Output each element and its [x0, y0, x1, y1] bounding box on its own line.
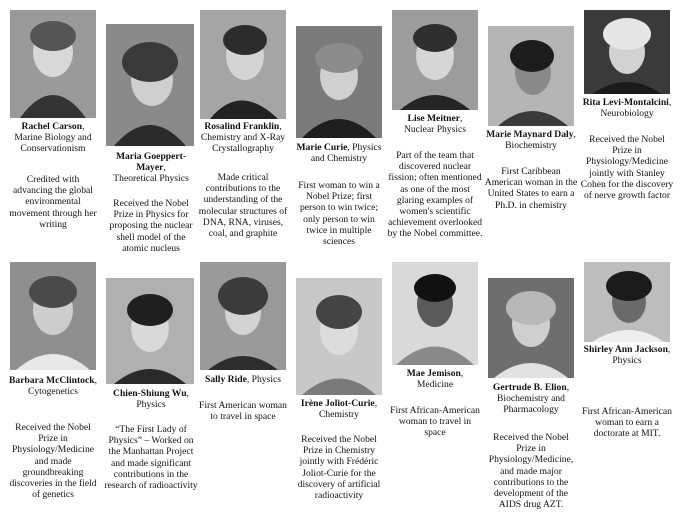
person-name: Irène Joliot-Curie	[300, 398, 375, 409]
person-field: Biochemistry and Pharmacology	[497, 393, 565, 416]
portrait-photo	[200, 262, 286, 370]
portrait-photo	[296, 26, 382, 138]
person-field: Nuclear Physics	[403, 124, 467, 136]
person-description: First African-American woman to travel in space	[390, 405, 480, 439]
person-field: Biochemistry	[505, 140, 557, 152]
portrait-photo	[10, 10, 96, 118]
person-field: Chemistry	[319, 409, 359, 421]
person-name: Rita Levi-Montalcini	[582, 97, 669, 108]
portrait-photo	[296, 278, 382, 395]
person-description: “The First Lady of Physics” – Worked on the Manhattan Project and made significant contributions in the research of radioactivity	[104, 424, 198, 492]
portrait-photo	[488, 278, 574, 378]
person-name: Mae Jemison	[406, 368, 461, 379]
portrait-photo	[200, 10, 286, 119]
portrait-photo	[106, 24, 194, 146]
person-name: Marie Maynard Daly	[486, 129, 574, 140]
person-description: Received the Nobel Prize in Physics for proposing the nuclear shell model of the atomic nucleus	[109, 198, 193, 254]
portrait-photo	[10, 262, 96, 370]
person-name: Sally Ride	[205, 374, 247, 385]
person-name: Rachel Carson	[21, 121, 83, 132]
person-field: Physics	[612, 355, 642, 367]
portrait-photo	[392, 10, 478, 110]
person-field: Physics and Chemistry	[310, 142, 382, 165]
portrait-photo	[488, 26, 574, 126]
person-name: Maria Goeppert-Mayer	[115, 151, 187, 174]
portrait-photo	[106, 278, 194, 384]
person-description: First woman to win a Nobel Prize; first person to win twice; only person to win twice in multiple sciences	[298, 180, 380, 248]
person-name: Shirley Ann Jackson	[583, 344, 668, 355]
person-name: Lise Meitner	[407, 113, 461, 124]
person-field: Medicine	[416, 379, 454, 391]
portrait-photo	[584, 262, 670, 342]
person-field: Neurobiology	[600, 108, 654, 120]
person-description: Received the Nobel Prize in Physiology/Medicine, and made major contributions to the development of the AIDS drug AZT.	[488, 432, 574, 511]
person-description: Received the Nobel Prize in Physiology/Medicine jointly with Stanley Cohen for the discovery of nerve growth factor	[580, 134, 674, 202]
person-description: First African-American woman to earn a doctorate at MIT.	[582, 406, 672, 440]
person-description: First Caribbean American woman in the United States to earn a Ph.D. in chemistry	[484, 166, 578, 211]
person-field: Chemistry and X-Ray Crystallography	[200, 132, 286, 155]
person-name: Chien-Shiung Wu	[113, 388, 187, 399]
person-field: Physics	[136, 399, 166, 411]
person-field: Theoretical Physics	[113, 173, 189, 185]
portrait-photo	[392, 262, 478, 365]
person-name: Rosalind Franklin	[204, 121, 280, 132]
person-description: Received the Nobel Prize in Physiology/Medicine and made groundbreaking discoveries in the field of genetics	[9, 422, 97, 501]
person-description: Made critical contributions to the understanding of the molecular structures of DNA, RNA, viruses, coal, and graphite	[198, 172, 288, 240]
person-description: First American woman to travel in space	[199, 400, 287, 423]
person-field: Marine Biology and Conservationism	[14, 132, 92, 155]
person-name: Barbara McClintock	[9, 375, 95, 386]
person-field: Cytogenetics	[27, 386, 79, 398]
person-name: Gertrude B. Elion	[492, 382, 567, 393]
person-description: Credited with advancing the global environmental movement through her writing	[9, 174, 97, 230]
person-description: Received the Nobel Prize in Chemistry jointly with Frédéric Joliot-Curie for the discovery of artificial radioactivity	[297, 434, 381, 502]
person-field: Physics	[251, 374, 281, 385]
person-name: Marie Curie	[296, 142, 348, 153]
portrait-photo	[584, 10, 670, 94]
person-description: Part of the team that discovered nuclear fission; often mentioned as one of the most glaring examples of women's scientific achievement overlooked by the Nobel committee.	[387, 150, 483, 240]
